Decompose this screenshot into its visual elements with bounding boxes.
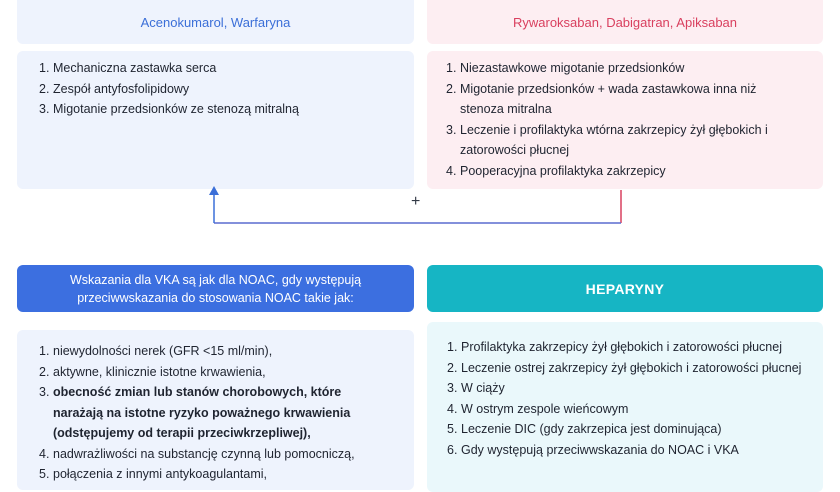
list-item: 2. Migotanie przedsionków + wada zastawkowa inna niż stenoza mitralna bbox=[446, 81, 757, 116]
list-item: 2. aktywne, klinicznie istotne krwawienia, bbox=[39, 364, 266, 379]
noac-contraindications-list bbox=[39, 341, 384, 485]
heparin-indications-list bbox=[447, 337, 813, 460]
list-item: 1. Niezastawkowe migotanie przedsionków bbox=[446, 61, 685, 75]
vka-contraindication-header bbox=[17, 265, 414, 312]
list-item: 6. Gdy występują przeciwwskazania do NOAC i VKA bbox=[447, 442, 739, 457]
list-item: 1. Profilaktyka zakrzepicy żył głębokich i zatorowości płucnej bbox=[447, 340, 782, 354]
list-item: 4. Pooperacyjna profilaktyka zakrzepicy bbox=[446, 163, 666, 178]
arrowhead-icon bbox=[209, 186, 219, 195]
heparin-indications-box bbox=[427, 322, 823, 492]
list-item: 3. obecność zmian lub stanów chorobowych, które narażają na istotne ryzyko poważnego krwawienia (odstępujemy od terapii przeciwkrzepliwej), bbox=[39, 385, 351, 440]
list-item: 3. W ciąży bbox=[447, 381, 505, 395]
list-item: 2. Leczenie ostrej zakrzepicy żył głębokich i zatorowości płucnej bbox=[447, 360, 802, 375]
list-item: 1. niewydolności nerek (GFR <15 ml/min), bbox=[39, 344, 273, 358]
noac-title: Rywaroksaban, Dabigatran, Apiksaban bbox=[512, 14, 738, 30]
heparin-header bbox=[427, 265, 823, 312]
plus-symbol: + bbox=[411, 193, 421, 210]
heparin-title: HEPARYNY bbox=[585, 280, 665, 297]
vka-contraindication-title: Wskazania dla VKA są jak dla NOAC, gdy występują przeciwwskazania do stosowania NOAC takie jak: bbox=[69, 272, 362, 305]
list-item: 5. połączenia z innymi antykoagulantami, bbox=[39, 467, 268, 481]
list-item: 3. Leczenie i profilaktyka wtórna zakrzepicy żył głębokich i zatorowości płucnej bbox=[446, 122, 768, 157]
vka-title: Acenokumarol, Warfaryna bbox=[140, 14, 291, 30]
list-item: 4. nadwrażliwości na substancję czynną lub pomocniczą, bbox=[39, 446, 355, 461]
list-item: 4. W ostrym zespole wieńcowym bbox=[447, 401, 629, 416]
list-item: 2. Zespół antyfosfolipidowy bbox=[39, 81, 190, 96]
list-item: 1. Mechaniczna zastawka serca bbox=[39, 61, 217, 75]
list-item: 5. Leczenie DIC (gdy zakrzepica jest dominująca) bbox=[447, 422, 722, 436]
list-item: 3. Migotanie przedsionków ze stenozą mitralną bbox=[39, 102, 299, 116]
noac-contraindications-box bbox=[17, 330, 414, 490]
